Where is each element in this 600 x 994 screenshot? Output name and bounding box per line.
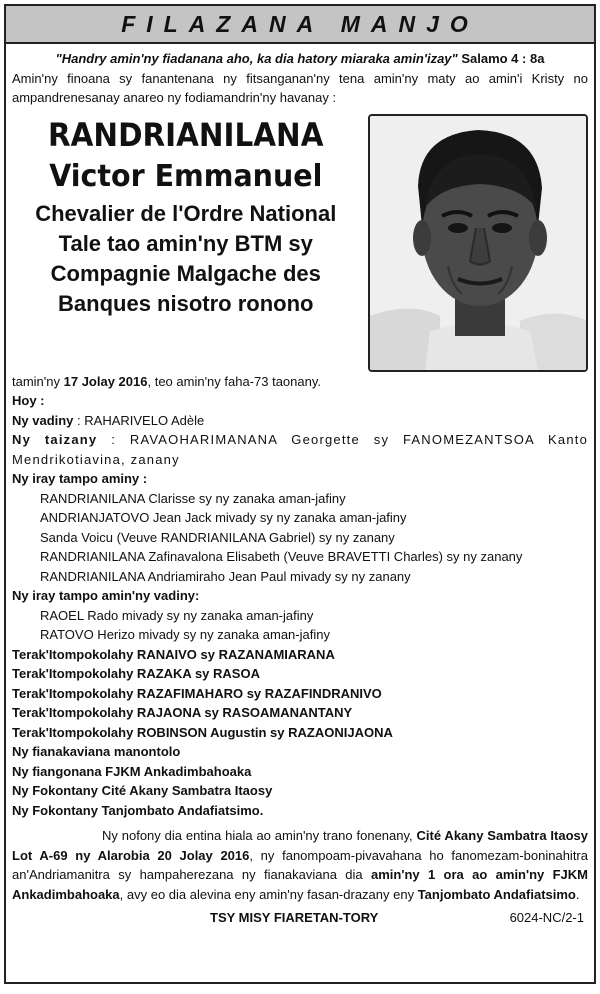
title-line: Compagnie Malgache des <box>50 260 321 286</box>
deceased-header <box>12 114 588 372</box>
family-item: Ny Fokontany Tanjombato Andafiatsimo. <box>12 802 264 818</box>
portrait-image <box>370 116 588 370</box>
widow-line: Ny vadiny : RAHARIVELO Adèle <box>12 412 205 428</box>
children-line: Ny taizany : RAVAOHARIMANANA Georgette sy FANOMEZANTSOA Kanto Mendrikotiavina, zanany <box>12 432 588 467</box>
sibling-item: RANDRIANILANA Clarisse sy ny zanaka aman-jafiny <box>40 490 346 506</box>
signature-line: TSY MISY FIARETAN-TORY <box>210 910 379 925</box>
hoy-label: Hoy : <box>12 393 45 408</box>
notice-body <box>6 44 594 928</box>
obituary-notice <box>4 4 596 984</box>
death-date-line: tamin'ny 17 Jolay 2016, teo amin'ny faha-73 taonany. <box>12 373 322 389</box>
deceased-firstnames: Victor Emmanuel <box>49 158 323 194</box>
deceased-name-block <box>12 114 360 372</box>
family-item: Terak'Itompokolahy ROBINSON Augustin sy RAZAONIJAONA <box>12 724 393 740</box>
family-item: Ny Fokontany Cité Akany Sambatra Itaosy <box>12 783 273 798</box>
reference-code: 6024-NC/2-1 <box>509 910 584 925</box>
sibling-item: Sanda Voicu (Veuve RANDRIANILANA Gabriel) sy ny zanany <box>40 529 395 545</box>
widow-label: Ny vadiny <box>12 412 74 428</box>
signoff-row <box>12 908 588 928</box>
wife-sibling-item: RAOEL Rado mivady sy ny zanaka aman-jafiny <box>40 607 314 623</box>
deceased-titles <box>12 199 360 319</box>
death-date: 17 Jolay 2016 <box>63 373 148 389</box>
bible-verse <box>12 49 588 69</box>
sibling-item: RANDRIANILANA Zafinavalona Elisabeth (Veuve BRAVETTI Charles) sy ny zanany <box>40 549 523 564</box>
siblings-label: Ny iray tampo aminy : <box>12 471 148 486</box>
family-item: Ny fianakaviana manontolo <box>12 744 181 759</box>
title-line: Chevalier de l'Ordre National <box>35 200 337 226</box>
family-item: Terak'Itompokolahy RAZAKA sy RASOA <box>12 666 260 681</box>
intro-paragraph: Amin'ny finoana sy fanantenana ny fitsanganan'ny tena amin'ny maty ao amin'i Kristy no ampandrenesanay anareo ny fodiamandrin'ny havanay : <box>12 70 588 105</box>
notice-banner: FILAZANA MANJO <box>6 6 594 44</box>
family-item: Terak'Itompokolahy RANAIVO sy RAZANAMIARANA <box>12 646 335 662</box>
wife-sibling-item: RATOVO Herizo mivady sy ny zanaka aman-jafiny <box>40 627 330 642</box>
title-line: Tale tao amin'ny BTM sy <box>58 230 313 256</box>
wife-siblings-label: Ny iray tampo amin'ny vadiny: <box>12 588 200 603</box>
children-label: Ny taizany <box>12 432 98 447</box>
family-item: Ny fiangonana FJKM Ankadimbahoaka <box>12 763 252 779</box>
sibling-item: ANDRIANJATOVO Jean Jack mivady sy ny zanaka aman-jafiny <box>40 510 407 525</box>
title-line: Banques nisotro ronono <box>58 290 314 316</box>
deceased-surname: RANDRIANILANA <box>48 115 324 154</box>
family-item: Terak'Itompokolahy RAJAONA sy RASOAMANANTANY <box>12 705 353 720</box>
sibling-item: RANDRIANILANA Andriamiraho Jean Paul mivady sy ny zanany <box>40 568 411 584</box>
verse-quote: "Handry amin'ny fiadanana aho, ka dia hatory miaraka amin'izay" <box>55 51 458 66</box>
deceased-portrait <box>368 114 588 372</box>
verse-reference: Salamo 4 : 8a <box>461 51 545 66</box>
funeral-paragraph: Ny nofony dia entina hiala ao amin'ny trano fonenany, Cité Akany Sambatra Itaosy Lot A-69 ny Alarobia 20 Jolay 2016, ny fanompoam-pivavahana ho fanomezam-boninahitra an'Andriamanitra sy hampaherezana ny fianakaviana dia amin'ny 1 ora ao amin'ny FJKM Ankadimbahoaka, avy eo dia alevina eny amin'ny fasan-drazany eny Tanjombato Andafiatsimo. <box>12 828 588 902</box>
family-item: Terak'Itompokolahy RAZAFIMAHARO sy RAZAFINDRANIVO <box>12 685 382 701</box>
